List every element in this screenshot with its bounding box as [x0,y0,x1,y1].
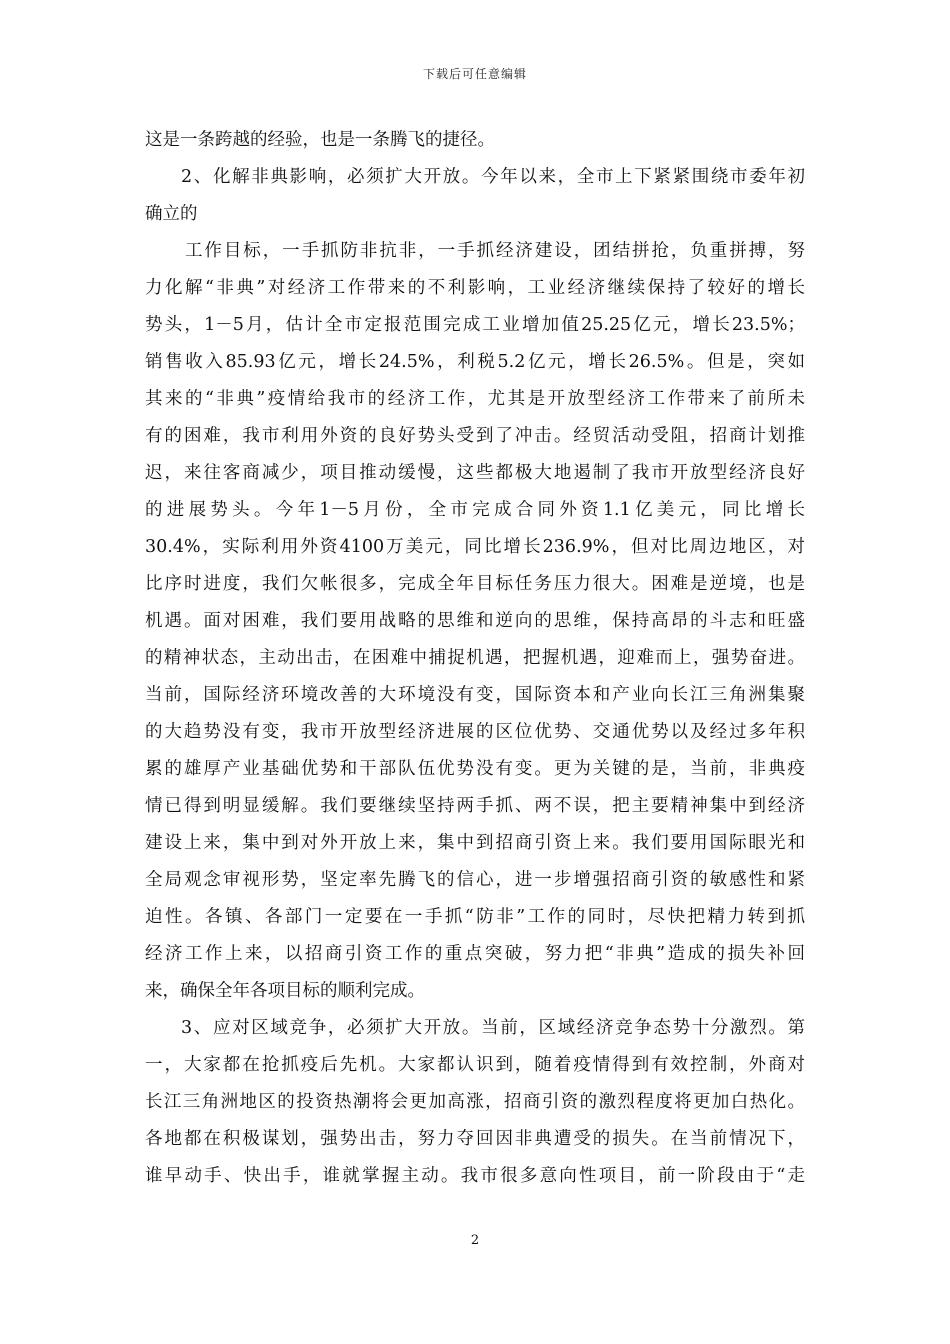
text-line: 长江三角洲地区的投资热潮将会更加高涨，招商引资的激烈程度将更加白热化。 [145,1092,805,1112]
paragraph-start-line: 3、应对区域竞争，必须扩大开放。当前，区域经济竞争态势十分激烈。第 [181,1018,805,1038]
text-line: 建设上来，集中到对外开放上来，集中到招商引资上来。我们要用国际眼光和 [145,833,805,853]
text-line: 的精神状态，主动出击，在困难中捕捉机遇，把握机遇，迎难而上，强势奋进。 [145,648,805,668]
page-header: 下载后可任意编辑 [422,67,527,81]
text-line: 销售收入85.93亿元，增长24.5%，利税5.2亿元，增长26.5%。但是，突如 [145,352,805,372]
paragraph-start-line: 工作目标，一手抓防非抗非，一手抓经济建设，团结拼抢，负重拼搏，努 [185,241,805,261]
text-line: 迟，来往客商减少，项目推动缓慢，这些都极大地遏制了我市开放型经济良好 [145,463,805,483]
text-line: 的进展势头。今年1－5月份，全市完成合同外资1.1亿美元，同比增长 [145,500,805,520]
text-line: 比序时进度，我们欠帐很多，完成全年目标任务压力很大。困难是逆境，也是 [145,574,805,594]
text-line: 这是一条跨越的经验，也是一条腾飞的捷径。 [145,130,495,150]
text-line: 力化解“非典”对经济工作带来的不利影响，工业经济继续保持了较好的增长 [145,278,805,298]
text-line: 情已得到明显缓解。我们要继续坚持两手抓、两不误，把主要精神集中到经济 [145,796,805,816]
text-line: 机遇。面对困难，我们要用战略的思维和逆向的思维，保持高昂的斗志和旺盛 [145,611,805,631]
text-line: 谁早动手、快出手，谁就掌握主动。我市很多意向性项目，前一阶段由于“走 [145,1166,805,1186]
paragraph-start-line: 2、化解非典影响，必须扩大开放。今年以来，全市上下紧紧围绕市委年初 [181,167,805,187]
text-line: 迫性。各镇、各部门一定要在一手抓“防非”工作的同时，尽快把精力转到抓 [145,907,805,927]
text-line: 其来的“非典”疫情给我市的经济工作，尤其是开放型经济工作带来了前所未 [145,389,805,409]
page-number: 2 [470,1233,480,1248]
document-body [145,122,805,1195]
text-line: 经济工作上来，以招商引资工作的重点突破，努力把“非典”造成的损失补回 [145,944,805,964]
text-line: 一，大家都在抢抓疫后先机。大家都认识到，随着疫情得到有效控制，外商对 [145,1055,805,1075]
text-line: 有的困难，我市利用外资的良好势头受到了冲击。经贸活动受阻，招商计划推 [145,426,805,446]
text-line: 的大趋势没有变，我市开放型经济进展的区位优势、交通优势以及经过多年积 [145,722,805,742]
text-line: 30.4%，实际利用外资4100万美元，同比增长236.9%，但对比周边地区，对 [145,537,805,557]
text-line: 全局观念审视形势，坚定率先腾飞的信心，进一步增强招商引资的敏感性和紧 [145,870,805,890]
text-line: 势头，1－5月，估计全市定报范围完成工业增加值25.25亿元，增长23.5%； [145,315,805,335]
text-line: 当前，国际经济环境改善的大环境没有变，国际资本和产业向长江三角洲集聚 [145,685,805,705]
text-line: 确立的 [145,204,198,224]
text-line: 累的雄厚产业基础优势和干部队伍优势没有变。更为关键的是，当前，非典疫 [145,759,805,779]
text-line: 来，确保全年各项目标的顺利完成。 [145,981,425,1001]
text-line: 各地都在积极谋划，强势出击，努力夺回因非典遭受的损失。在当前情况下， [145,1129,805,1149]
